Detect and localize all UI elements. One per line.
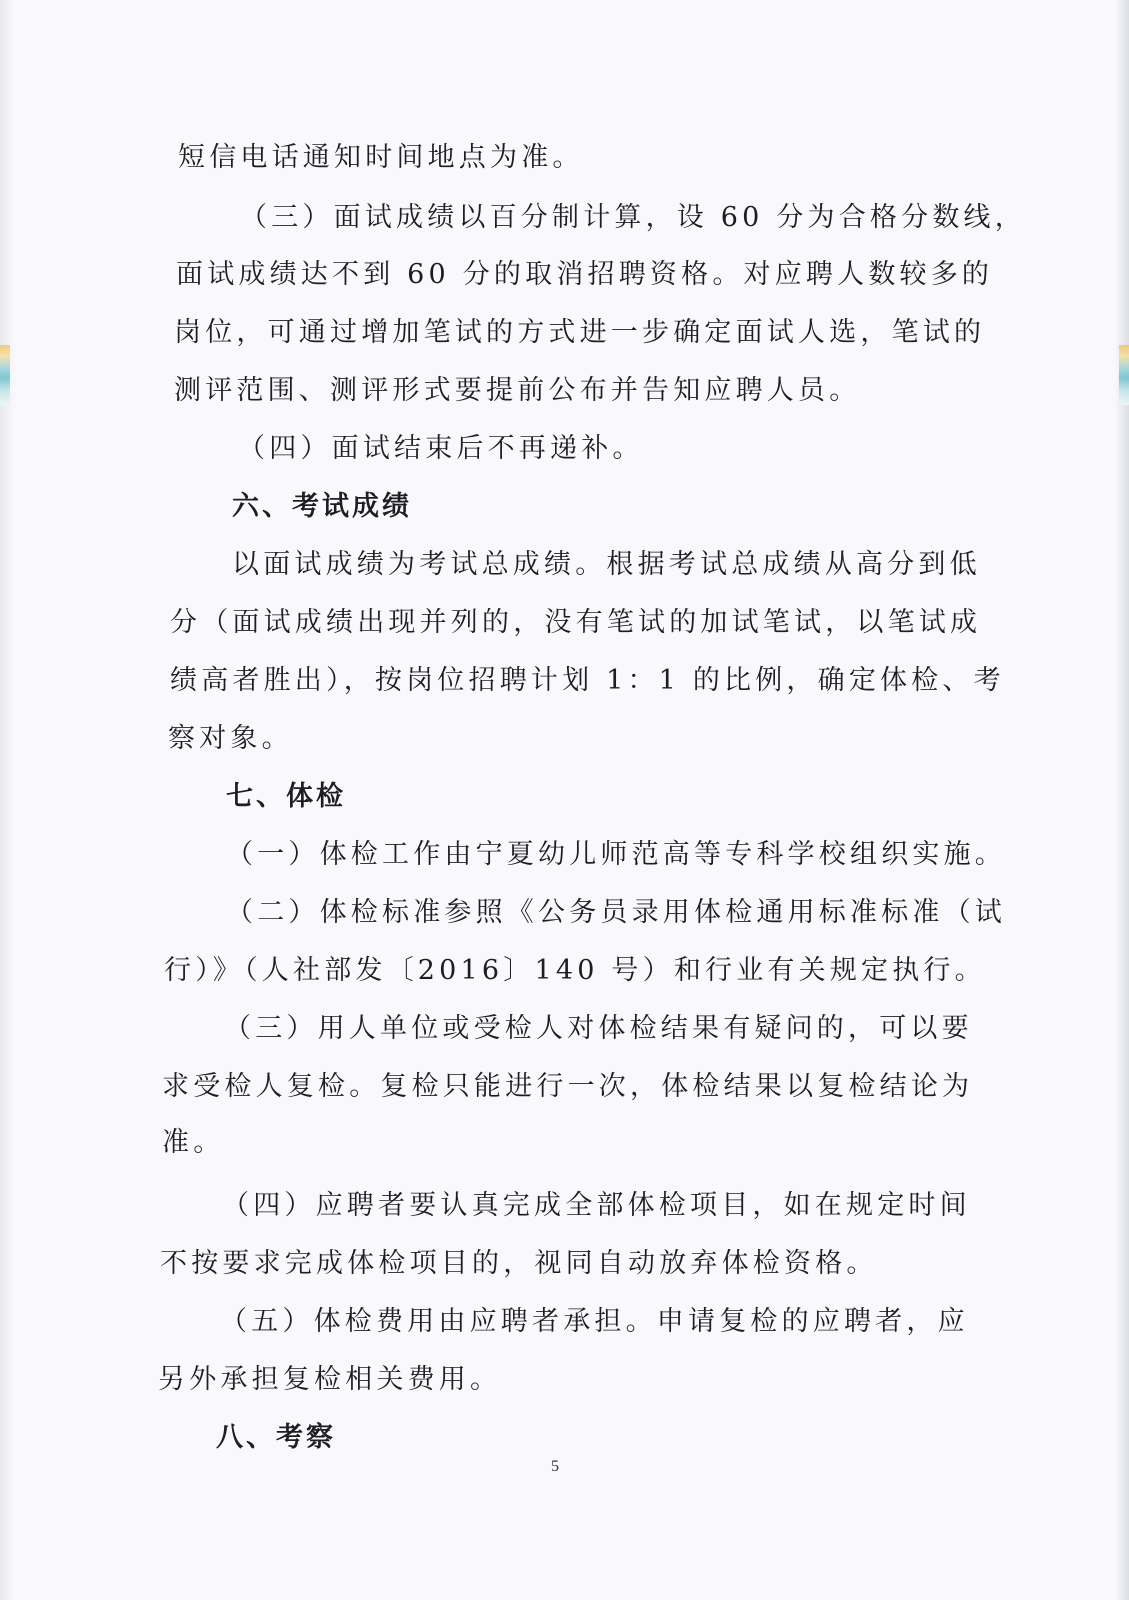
body-line: 行）》（人社部发〔2016〕140 号）和行业有关规定执行。	[164, 955, 986, 986]
page-number: 5	[551, 1458, 559, 1475]
paragraph-first-line: （二）体检标准参照《公务员录用体检通用标准标准（试	[226, 897, 1006, 928]
body-line: 岗位，可通过增加笔试的方式进一步确定面试人选，笔试的	[174, 317, 986, 348]
scan-color-streak-left	[0, 345, 10, 405]
body-line: 察对象。	[168, 723, 293, 754]
body-line: 求受检人复检。复检只能进行一次，体检结果以复检结论为	[162, 1071, 974, 1102]
body-line: 另外承担复检相关费用。	[158, 1364, 502, 1395]
paragraph-first-line: （三）面试成绩以百分制计算，设 60 分为合格分数线，	[240, 202, 1026, 233]
body-line: 短信电话通知时间地点为准。	[178, 142, 584, 173]
paragraph-first-line: （四）应聘者要认真完成全部体检项目，如在规定时间	[222, 1190, 971, 1221]
paragraph-first-line: （一）体检工作由宁夏幼儿师范高等专科学校组织实施。	[226, 839, 1006, 870]
body-line: 测评范围、测评形式要提前公布并告知应聘人员。	[174, 375, 861, 406]
paragraph-first-line: （四）面试结束后不再递补。	[238, 433, 644, 464]
paragraph-first-line: （三）用人单位或受检人对体检结果有疑问的，可以要	[224, 1013, 973, 1044]
page-right-edge	[1115, 0, 1129, 1600]
section-heading-exam-score: 六、考试成绩	[232, 491, 412, 522]
page-left-shadow	[0, 0, 16, 1600]
body-line: 分（面试成绩出现并列的，没有笔试的加试笔试，以笔试成	[170, 607, 982, 638]
body-line: 绩高者胜出），按岗位招聘计划 1：1 的比例，确定体检、考	[170, 665, 1005, 696]
body-line: 准。	[162, 1127, 225, 1158]
section-heading-physical-exam: 七、体检	[226, 781, 346, 812]
scan-color-streak-right	[1119, 345, 1129, 405]
paragraph-first-line: 以面试成绩为考试总成绩。根据考试总成绩从高分到低	[232, 549, 981, 580]
body-line: 面试成绩达不到 60 分的取消招聘资格。对应聘人数较多的	[176, 259, 994, 290]
paragraph-first-line: （五）体检费用由应聘者承担。申请复检的应聘者，应	[220, 1306, 969, 1337]
section-heading-investigation: 八、考察	[216, 1422, 336, 1453]
body-line: 不按要求完成体检项目的，视同自动放弃体检资格。	[160, 1248, 878, 1279]
